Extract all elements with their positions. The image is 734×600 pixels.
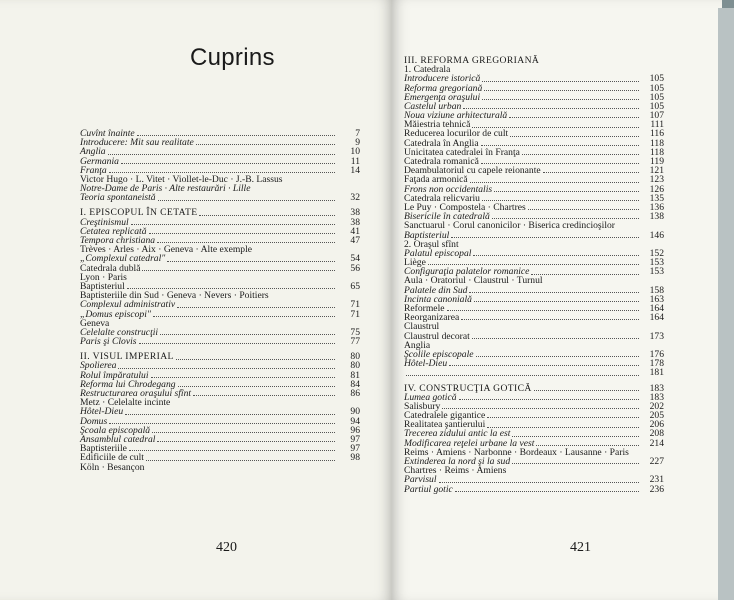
toc-entry-title: 1. Catedrala [404, 64, 451, 76]
toc-entry-page: 118 [649, 146, 664, 158]
toc-leader-dots [447, 310, 640, 311]
toc-entry-title: Deambulatoriul cu capele reionante [404, 165, 541, 177]
toc-entry-title: Celelalte construcţii [80, 326, 159, 338]
toc-entry-page: 163 [649, 293, 664, 305]
toc-leader-dots [152, 432, 335, 433]
toc-entry-title: Reformele [404, 303, 445, 315]
toc-entry-title: Restructurarea oraşului sfînt [80, 388, 192, 400]
toc-leader-dots [469, 292, 639, 293]
toc-entry-page: 116 [649, 128, 664, 140]
toc-leader-dots [131, 224, 335, 225]
toc-entry-page: 80 [350, 360, 360, 372]
toc-leader-dots [482, 81, 639, 82]
toc-entry-page: 98 [350, 452, 360, 464]
page-number-left: 420 [216, 540, 237, 555]
toc-entry-title: Trèves · Arles · Aix · Geneva · Alte exemple [80, 244, 253, 256]
toc-leader-dots [481, 163, 639, 164]
toc-entry-title: Teoria spontaneistă [80, 192, 156, 204]
toc-entry-page: 94 [350, 415, 360, 427]
toc-entry-page: 214 [649, 437, 664, 449]
toc-entry-title: Introducere: Mit sau realitate [80, 137, 194, 149]
toc-leader-dots [455, 491, 639, 492]
toc-leader-dots [487, 427, 639, 428]
toc-leader-dots [139, 343, 335, 344]
toc-entry-title: Salisbury [404, 400, 441, 412]
toc-entry-page: 97 [350, 443, 360, 455]
toc-leader-dots [439, 482, 639, 483]
toc-entry-page: 54 [350, 253, 360, 265]
toc-entry-page: 236 [649, 483, 664, 495]
toc-entry-title: I. EPISCOPUL ÎN CETATE [80, 207, 198, 219]
toc-entry-page: 9 [355, 137, 360, 149]
toc-leader-dots [428, 264, 639, 265]
toc-entry-title: Baptisteriul [80, 280, 125, 292]
toc-leader-dots [177, 307, 335, 308]
toc-leader-dots [146, 460, 335, 461]
toc-leader-dots [158, 200, 335, 201]
toc-entry-page: 81 [350, 369, 360, 381]
toc-leader-dots [512, 463, 639, 464]
toc-entry-title: Liège [404, 257, 426, 269]
toc-entry-page: 71 [350, 308, 360, 320]
toc-leader-dots [108, 154, 335, 155]
toc-leader-dots [472, 338, 639, 339]
toc-entry-title: Rolul împăratului [80, 369, 149, 381]
toc-leader-dots [442, 408, 639, 409]
toc-entry [404, 249, 664, 258]
toc-entry-title: „Domus episcopi" [80, 308, 151, 320]
toc-entry-title: II. VISUL IMPERIAL [80, 351, 174, 363]
toc-entry-title: Victor Hugo · L. Vitet · Viollet-le-Duc · J.-B. Lassus [80, 173, 283, 185]
toc-entry-title: Trecerea zidului antic la est [404, 428, 511, 440]
toc-entry-page: 7 [355, 127, 360, 139]
toc-entry-page: 153 [649, 257, 664, 269]
toc-entry-title: Köln · Besançon [80, 461, 145, 473]
toc-leader-dots [522, 154, 639, 155]
toc-entry-page: 183 [649, 391, 664, 403]
toc-entry-page: 38 [350, 207, 360, 219]
toc-entry-page: 75 [350, 326, 360, 338]
toc-leader-dots [199, 215, 335, 216]
toc-entry-title: Spolierea [80, 360, 117, 372]
toc-leader-dots [125, 414, 335, 415]
toc-entry-title: Le Puy · Compostela · Chartres [404, 201, 526, 213]
toc-entry-page: 105 [649, 100, 664, 112]
toc-entry-page: 107 [649, 110, 664, 122]
toc-entry-title: Reforma gregoriană [404, 82, 483, 94]
toc-leader-dots [482, 99, 639, 100]
toc-entry-title: Sanctuarul · Corul canonicilor · Biserica credincioşilor [404, 220, 615, 232]
toc-leader-dots [531, 274, 639, 275]
toc-entry-page: 96 [350, 424, 360, 436]
toc-entry-page: 111 [650, 119, 664, 131]
page-number-right: 421 [570, 540, 591, 555]
toc-entry-title: Catedrala romanică [404, 156, 479, 168]
toc-leader-dots [142, 270, 335, 271]
toc-entry [80, 463, 360, 472]
toc-entry-title: Palatul episcopal [404, 247, 472, 259]
toc-entry-page: 176 [649, 348, 664, 360]
toc-entry-page: 153 [649, 266, 664, 278]
toc-entry [80, 157, 360, 166]
toc-entry-title: Chartres · Reims · Amiens [404, 465, 507, 477]
toc-leader-dots [543, 172, 639, 173]
toc-entry-page: 178 [649, 358, 664, 370]
toc-entry-page: 41 [350, 225, 360, 237]
toc-entry-title: Reims · Amiens · Narbonne · Bordeaux · Lausanne · Paris [404, 446, 629, 458]
toc-leader-dots [121, 163, 335, 164]
toc-leader-dots [472, 127, 639, 128]
toc-entry-page: 146 [649, 229, 664, 241]
toc-entry-page: 123 [649, 174, 664, 186]
toc-entry-page: 227 [649, 456, 664, 468]
toc-entry-title: Reducerea locurilor de cult [404, 128, 509, 140]
toc-entry-title: Hôtel-Dieu [404, 358, 448, 370]
toc-leader-dots [178, 386, 335, 387]
toc-leader-dots [473, 255, 639, 256]
toc-entry-title: Tempora christiana [80, 235, 156, 247]
toc-leader-dots [449, 365, 639, 366]
toc-entry-title: Geneva [80, 317, 110, 329]
toc-entry [80, 407, 360, 416]
toc-entry [80, 193, 360, 202]
toc-entry-page: 105 [649, 91, 664, 103]
toc-leader-dots [157, 441, 335, 442]
toc-entry-title: Notre-Dame de Paris · Alte restaurări · Lille [80, 183, 251, 195]
toc-entry-page: 183 [649, 382, 664, 394]
toc-entry-page: 14 [350, 164, 360, 176]
toc-entry-title: Baptisteriile [80, 443, 127, 455]
toc-leader-dots [487, 417, 639, 418]
toc-entry-title: Domus [80, 415, 108, 427]
table-of-contents-left [80, 129, 360, 472]
toc-leader-dots [149, 233, 335, 234]
toc-leader-dots [157, 242, 335, 243]
toc-entry-title: Lumea gotică [404, 391, 457, 403]
toc-entry-page: 65 [350, 280, 360, 292]
toc-entry-page: 71 [350, 299, 360, 311]
toc-entry-title: Partiul gotic [404, 483, 453, 495]
toc-entry-title: Configuraţia palatelor romanice [404, 266, 530, 278]
toc-entry [80, 147, 360, 156]
toc-entry-title: Baptisteriul [404, 229, 450, 241]
toc-entry-title: Claustrul decorat [404, 330, 470, 342]
toc-entry-title: Catedralele gigantice [404, 410, 486, 422]
toc-entry-title: Catedrala dublă [80, 262, 141, 274]
toc-leader-dots [512, 436, 639, 437]
toc-entry-title: Introducere istorică [404, 73, 481, 85]
toc-entry-title: Metz · Celelalte incinte [80, 397, 171, 409]
toc-leader-dots [459, 399, 640, 400]
toc-entry-page: 86 [350, 388, 360, 400]
toc-entry-page: 208 [649, 428, 664, 440]
toc-entry [404, 393, 664, 402]
toc-entry-title: Catedrala relicvariu [404, 192, 480, 204]
toc-entry-title: Catedrala în Anglia [404, 137, 479, 149]
toc-entry-page: 206 [649, 419, 664, 431]
toc-entry-title: Anglia [404, 339, 431, 351]
toc-leader-dots [137, 135, 335, 136]
toc-entry-title: Anglia [80, 146, 106, 158]
toc-entry-title: Complexul administrativ [80, 299, 176, 311]
toc-entry-page: 135 [649, 192, 664, 204]
toc-entry-page: 105 [649, 73, 664, 85]
toc-entry-title: Germania [80, 155, 119, 167]
toc-leader-dots [461, 319, 639, 320]
toc-entry-page: 56 [350, 262, 360, 274]
toc-entry-title: Aula · Oratoriul · Claustrul · Turnul [404, 275, 543, 287]
toc-leader-dots [484, 90, 639, 91]
toc-entry-title: Extinderea la nord şi la sud [404, 456, 511, 468]
toc-leader-dots [476, 356, 639, 357]
toc-entry [404, 359, 664, 368]
toc-entry-page: 164 [649, 303, 664, 315]
toc-entry-page: 119 [649, 156, 664, 168]
toc-leader-dots [193, 395, 335, 396]
toc-leader-dots [118, 368, 335, 369]
toc-entry-page: 231 [649, 474, 664, 486]
toc-leader-dots [196, 144, 335, 145]
toc-entry-title: Lyon · Paris [80, 271, 127, 283]
toc-leader-dots [129, 450, 335, 451]
toc-entry [404, 313, 664, 322]
toc-entry [80, 138, 360, 147]
toc-entry-title: Parvisul [404, 474, 437, 486]
toc-leader-dots [492, 218, 639, 219]
toc-entry [80, 337, 360, 346]
toc-leader-dots [470, 182, 639, 183]
toc-entry-page: 202 [649, 400, 664, 412]
page-edges [718, 8, 734, 600]
toc-entry-title: Unicitatea catedralei în Franţa [404, 146, 520, 158]
toc-entry-title: Franţa [80, 164, 107, 176]
toc-leader-dots [176, 359, 335, 360]
toc-entry-title: Castelul urban [404, 100, 462, 112]
toc-entry-page: 205 [649, 410, 664, 422]
toc-entry-page: 11 [350, 155, 360, 167]
toc-entry-title: Edificiile de cult [80, 452, 144, 464]
right-page [392, 0, 722, 600]
toc-entry-page: 181 [649, 367, 664, 379]
toc-entry-page: 80 [350, 351, 360, 363]
table-of-contents-right [404, 50, 664, 494]
toc-entry-title: 2. Oraşul sfînt [404, 238, 459, 250]
toc-entry [404, 368, 664, 377]
toc-entry-page: 173 [649, 330, 664, 342]
toc-entry-title: Noua viziune arhitecturală [404, 110, 508, 122]
toc-entry-page: 126 [649, 183, 664, 195]
toc-entry-title: Modificarea reţelei urbane la vest [404, 437, 535, 449]
toc-leader-dots [153, 316, 335, 317]
toc-leader-dots [528, 209, 639, 210]
toc-entry-title: Incinta canonială [404, 293, 472, 305]
toc-entry-page: 121 [649, 165, 664, 177]
toc-entry [80, 310, 360, 319]
toc-leader-dots [167, 261, 335, 262]
page-title: Cuprins [190, 44, 275, 71]
toc-leader-dots [160, 334, 335, 335]
toc-leader-dots [406, 375, 639, 376]
toc-leader-dots [127, 288, 335, 289]
toc-entry-title: Cuvînt înainte [80, 127, 135, 139]
toc-entry-page: 118 [649, 137, 664, 149]
toc-entry-page: 136 [649, 201, 664, 213]
toc-entry-title: IV. CONSTRUCŢIA GOTICĂ [404, 382, 532, 394]
toc-entry-title: Reforma lui Chrodegang [80, 378, 176, 390]
toc-entry-title: Faţada armonică [404, 174, 468, 186]
toc-leader-dots [474, 301, 639, 302]
toc-entry-title: Hôtel-Dieu [80, 406, 124, 418]
toc-entry-page: 90 [350, 406, 360, 418]
toc-leader-dots [463, 108, 639, 109]
toc-entry-page: 84 [350, 378, 360, 390]
toc-entry-title: Şcolile episcopale [404, 348, 474, 360]
toc-entry-title: Cetatea replicată [80, 225, 147, 237]
toc-entry-title: Emergenţa oraşului [404, 91, 481, 103]
toc-entry-title: Frons non occidentalis [404, 183, 493, 195]
toc-leader-dots [451, 237, 639, 238]
toc-entry-title: Reorganizarea [404, 312, 460, 324]
toc-entry [404, 466, 664, 475]
toc-entry-page: 158 [649, 284, 664, 296]
toc-entry-title: Paris şi Clovis [80, 336, 137, 348]
toc-entry-page: 47 [350, 235, 360, 247]
toc-leader-dots [481, 145, 639, 146]
toc-entry-title: Bisericile în catedrală [404, 211, 490, 223]
toc-entry-page: 38 [350, 216, 360, 228]
toc-entry-page: 32 [350, 192, 360, 204]
toc-entry-title: Claustrul [404, 321, 440, 333]
toc-entry-title: Măiestria tehnică [404, 119, 471, 131]
toc-leader-dots [494, 191, 639, 192]
toc-leader-dots [509, 117, 639, 118]
toc-leader-dots [534, 390, 639, 391]
toc-entry-title: Baptisteriile din Sud · Geneva · Nevers · Poitiers [80, 290, 269, 302]
toc-entry [404, 485, 664, 494]
toc-entry-title: Realitatea şantierului [404, 419, 486, 431]
toc-leader-dots [109, 172, 335, 173]
toc-leader-dots [151, 377, 336, 378]
toc-entry [80, 352, 360, 361]
toc-entry-title: Palatele din Sud [404, 284, 468, 296]
toc-entry-page: 152 [649, 247, 664, 259]
toc-entry-page: 77 [350, 336, 360, 348]
toc-leader-dots [536, 445, 639, 446]
toc-entry-page: 97 [350, 433, 360, 445]
toc-leader-dots [510, 136, 639, 137]
toc-entry-title: Şcoala episcopală [80, 424, 151, 436]
toc-entry-title: III. REFORMA GREGORIANĂ [404, 54, 540, 66]
toc-leader-dots [109, 423, 335, 424]
toc-entry-page: 164 [649, 312, 664, 324]
toc-entry-page: 105 [649, 82, 664, 94]
toc-leader-dots [482, 200, 639, 201]
toc-entry-page: 138 [649, 211, 664, 223]
toc-entry-title: Ansamblul catedral [80, 433, 156, 445]
toc-entry-title: Creştinismul [80, 216, 129, 228]
toc-entry-title: „Complexul catedral" [80, 253, 166, 265]
toc-entry-page: 10 [350, 146, 360, 158]
toc-entry [404, 332, 664, 341]
